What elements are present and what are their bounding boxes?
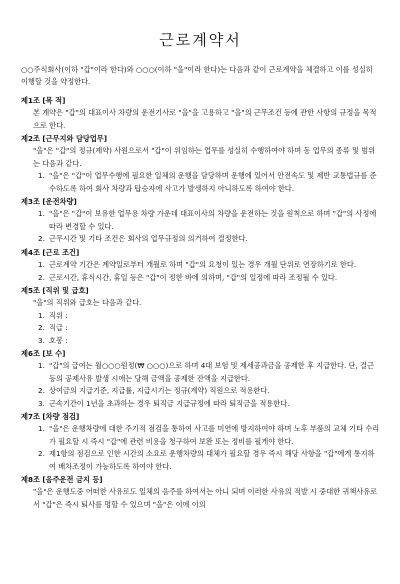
article-item-list xyxy=(21,208,380,245)
item-text: 직위 : xyxy=(49,310,68,320)
item-number: 1. xyxy=(38,310,45,320)
intro-paragraph: ○○주식회사(이하 "갑"이라 한다)와 ○○○(이하 "을"이라 한다)는 다음과 같이 근로계약을 체결하고 이를 성실히 이행할 것을 약정한다. xyxy=(21,65,373,87)
article-3 xyxy=(21,196,380,246)
item-text: 상여금의 지급기준, 지급률, 지급시기는 정규(계약) 직원으로 적용한다. xyxy=(49,386,270,396)
article-item xyxy=(21,448,380,473)
article-item xyxy=(21,310,380,322)
article-item-list xyxy=(21,360,380,410)
article-heading: 제5조 [직위 및 급호] xyxy=(21,285,89,295)
article-heading: 제4조 [근로 조건] xyxy=(21,247,80,257)
article-1 xyxy=(21,95,380,132)
item-text: 제1항의 점검으로 인한 시간의 소요로 운행차량의 대체가 필요할 경우 즉시 해당 사항을 "갑"에게 통지하여 배차조정이 가능하도록 하여야 한다. xyxy=(49,449,375,471)
item-number: 2. xyxy=(38,386,45,396)
article-heading: 제2조 [근무지와 담당업무] xyxy=(21,134,108,144)
article-item-list xyxy=(21,310,380,347)
item-text: 호봉 : xyxy=(49,335,68,345)
item-number: 3. xyxy=(38,335,45,345)
article-item xyxy=(21,208,380,233)
article-7 xyxy=(21,411,380,473)
article-item xyxy=(21,398,380,410)
item-number: 1. xyxy=(38,424,45,434)
item-text: 직급 : xyxy=(49,323,68,333)
article-item xyxy=(21,272,380,284)
item-number: 2. xyxy=(38,449,45,459)
article-item xyxy=(21,423,380,448)
item-number: 2. xyxy=(38,234,45,244)
article-paragraph: "을"은 운행도중 어떠한 사유로도 일체의 음주를 하여서는 아니 되며 이러한 사유의 적발 시 중대한 귀책사유로서 "갑"은 즉시 퇴사를 명할 수 있으며 "을"은 이에 이의 xyxy=(33,487,378,509)
article-item-list xyxy=(21,170,380,195)
article-heading: 제8조 [음주운전 금지 등] xyxy=(21,475,103,484)
article-item-list xyxy=(21,423,380,473)
article-item-list xyxy=(21,259,380,284)
articles-container xyxy=(21,95,380,511)
item-text: 근속기간이 1년을 초과하는 경우 퇴직금 지급규정에 따라 퇴직금을 적용한다. xyxy=(49,398,290,408)
article-item xyxy=(21,385,380,397)
article-item xyxy=(21,360,380,385)
item-number: 2. xyxy=(38,323,45,333)
item-number: 1. xyxy=(38,171,45,181)
item-number: 1. xyxy=(38,260,45,270)
article-item xyxy=(21,322,380,334)
article-heading: 제1조 [목 적] xyxy=(21,95,66,105)
item-text: "을"은 "갑"이 보유한 업무용 차량 가운데 대표이사의 차량을 운전하는 것을 원칙으로 하며 "갑"의 사정에 따라 변경할 수 있다. xyxy=(49,209,377,231)
article-2 xyxy=(21,133,380,195)
article-4 xyxy=(21,247,380,284)
article-5 xyxy=(21,285,380,347)
item-text: "갑"의 급여는 월○○○원정(₩ ○○○)으로 하며 4대 보험 및 제세공과금을 공제한 후 지급한다. 단, 결근 등의 공제사유 발생 시에는 당해 금액을 공제한 잔액을 지급한다. xyxy=(49,361,374,383)
article-item xyxy=(21,335,380,347)
item-text: 근무시간 및 기타 조건은 회사의 업무규정의 의거하여 결정한다. xyxy=(49,234,248,244)
article-6 xyxy=(21,348,380,410)
item-number: 3. xyxy=(38,398,45,408)
article-8 xyxy=(21,474,380,511)
item-number: 1. xyxy=(38,209,45,219)
article-item xyxy=(21,233,380,245)
article-item xyxy=(21,259,380,271)
article-item xyxy=(21,170,380,195)
item-text: "을"은 운행차량에 대한 주기적 점검을 통하여 사고를 미연에 방지하여야 하며 노후 부품의 교체 기타 수리가 필요할 시 즉시 "갑"에 관련 비용을 청구하여 보완 또는 정비를 필게야 한다. xyxy=(49,424,380,446)
item-number: 2. xyxy=(38,272,45,282)
item-text: 근로계약 기간은 계약일로부터 개월로 하며 "갑"의 요청이 있는 경우 개월 단위로 연장하기로 한다. xyxy=(49,260,357,270)
article-paragraph: "을"의 직위와 급호는 다음과 같다. xyxy=(33,298,142,308)
article-heading: 제3조 [운전차량] xyxy=(21,197,77,207)
document-title: 근로계약서 xyxy=(159,31,242,49)
article-heading: 제7조 [차량 점검] xyxy=(21,411,80,421)
article-paragraph: "을"은 "갑"의 정규(계약) 사원으로서 "갑"이 위임하는 업무를 성실히 수행하여야 하며 동 업무의 종류 및 범위는 다음과 같다. xyxy=(33,146,376,168)
article-heading: 제6조 [보 수] xyxy=(21,348,66,358)
item-text: "을"은 "갑"이 업무수행에 필요한 일체의 운행을 담당하며 운행에 있어서 안전속도 및 제반 교통법규를 준수하도록 하여 회사 차량과 탑승자에 사고가 발생하지 아니하도록 하여야 한다. xyxy=(49,171,377,193)
article-paragraph: 본 계약은 "갑"의 대표이사 차량의 운전기사로 "을"을 고용하고 "을"의 근무조건 등에 관한 사항의 규정을 목적으로 한다. xyxy=(33,108,377,130)
item-number: 1. xyxy=(38,361,45,371)
item-text: 근로시간, 휴식시간, 휴일 등은 "갑"이 정한 바에 의하며, "갑"의 일정에 따라 조정될 수 있다. xyxy=(49,272,338,282)
